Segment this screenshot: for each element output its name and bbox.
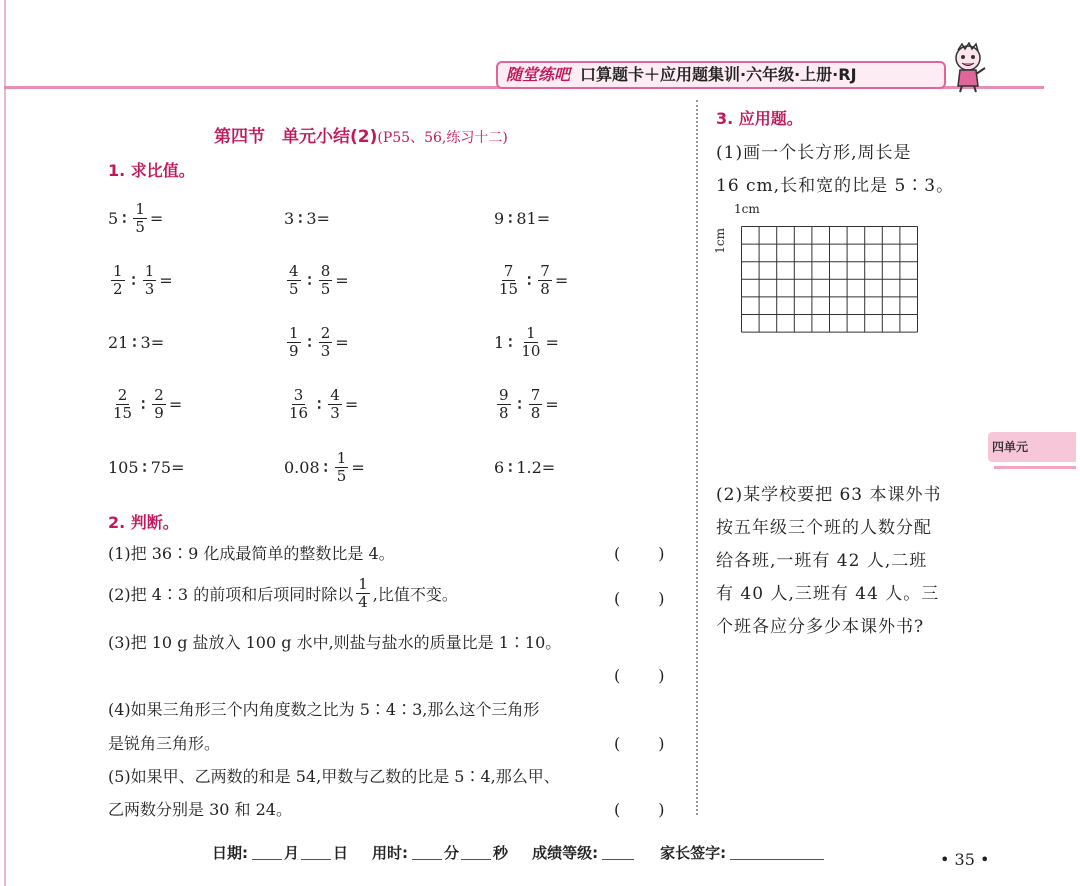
time-label: 用时:	[372, 844, 409, 862]
fraction-numerator: 2	[117, 385, 128, 404]
fraction-numerator: 9	[499, 385, 509, 404]
expr-text: 81=	[516, 208, 551, 228]
fraction	[328, 387, 342, 422]
ratio-exercise	[494, 200, 550, 236]
judge-item-5b: 乙两数分别是 30 和 24。	[108, 800, 292, 819]
fraction-denominator: 2	[113, 279, 123, 298]
q3-p2-line-2: 按五年级三个班的人数分配	[716, 518, 932, 538]
expr-text: 3	[284, 208, 295, 228]
judge-item-2-post: ,比值不变。	[372, 585, 458, 604]
parent-signature-label: 家长签字:	[660, 844, 727, 862]
expr-text: =	[344, 394, 359, 414]
fraction-denominator: 5	[289, 279, 299, 298]
judge-answer-3[interactable]: ( )	[614, 666, 667, 685]
fraction-numerator: 1	[144, 261, 155, 280]
fraction-numerator: 3	[293, 385, 304, 404]
q3-p2-line-5: 个班各应分多少本课外书?	[716, 617, 925, 637]
fraction-numerator: 8	[320, 261, 331, 280]
minute-blank[interactable]	[412, 845, 442, 860]
expr-text: 3=	[140, 332, 165, 352]
fraction	[111, 387, 134, 422]
judge-answer-1[interactable]: ( )	[614, 544, 667, 563]
ratio-exercise	[108, 324, 164, 360]
ratio-exercise	[284, 324, 349, 360]
fraction-numerator: 1	[358, 575, 368, 593]
expr-text: =	[168, 394, 183, 414]
judge-item-2-pre: (2)把 4∶3 的前项和后项同时除以	[108, 585, 354, 604]
ratio-exercise	[284, 449, 365, 485]
ratio-exercise	[494, 386, 559, 422]
fraction	[319, 263, 333, 298]
fraction-denominator: 3	[144, 279, 155, 298]
ratio-colon: ∶	[307, 332, 312, 352]
grade-blank[interactable]	[602, 845, 634, 860]
q3-p1-line-2: 16 cm,长和宽的比是 5∶3。	[716, 176, 955, 196]
expr-text: =	[554, 270, 569, 290]
ratio-exercise	[108, 262, 173, 298]
expr-text: 1.2=	[516, 457, 556, 477]
fraction-denominator: 9	[289, 341, 299, 360]
fraction-numerator: 7	[530, 385, 541, 404]
expr-text: 5	[108, 208, 119, 228]
expr-text: =	[159, 270, 173, 290]
fraction-denominator: 8	[540, 279, 550, 298]
ratio-exercise	[494, 324, 559, 360]
fraction-numerator: 4	[330, 385, 340, 404]
month-label: 月	[284, 844, 300, 862]
month-blank[interactable]	[252, 845, 282, 860]
fraction	[111, 263, 125, 298]
ratio-colon: ∶	[508, 457, 513, 477]
ratio-exercise	[284, 200, 330, 236]
section-ref: (P55、56,练习十二)	[377, 130, 508, 146]
fraction-denominator: 10	[521, 341, 541, 360]
judge-item-2	[108, 576, 458, 611]
fraction-denominator: 5	[135, 217, 145, 236]
q3-heading: 3. 应用题。	[716, 109, 803, 128]
fraction	[538, 263, 552, 298]
fraction-denominator: 16	[289, 403, 309, 422]
fraction-denominator: 5	[336, 466, 347, 485]
expr-text: 0.08	[284, 457, 320, 477]
fraction-numerator: 7	[503, 261, 514, 280]
expr-text: =	[149, 208, 164, 228]
ratio-exercise	[108, 386, 182, 422]
fraction-denominator: 9	[154, 403, 164, 422]
fraction-denominator: 5	[320, 279, 331, 298]
day-blank[interactable]	[301, 845, 331, 860]
judge-answer-4[interactable]: ( )	[614, 734, 667, 753]
fraction-numerator: 1	[135, 199, 145, 218]
expr-text: =	[545, 332, 559, 352]
ratio-exercise	[108, 200, 163, 236]
fraction	[356, 576, 370, 611]
ratio-exercise	[284, 386, 358, 422]
ratio-colon: ∶	[508, 208, 513, 228]
fraction-numerator: 4	[289, 261, 299, 280]
ratio-colon: ∶	[527, 270, 532, 290]
ratio-colon: ∶	[508, 332, 513, 352]
ratio-colon: ∶	[307, 270, 312, 290]
fraction	[287, 325, 301, 360]
fraction-denominator: 15	[113, 403, 133, 422]
date-label: 日期:	[212, 844, 248, 862]
ratio-exercise	[494, 262, 568, 298]
ratio-colon: ∶	[298, 208, 303, 228]
parent-signature-blank[interactable]	[730, 845, 824, 860]
page-number: • 35 •	[940, 850, 990, 869]
fraction-numerator: 1	[113, 261, 123, 280]
ratio-colon: ∶	[323, 457, 328, 477]
minute-label: 分	[444, 844, 460, 862]
section-title-text: 第四节 单元小结(2)	[214, 127, 378, 147]
q3-p1-line-1: (1)画一个长方形,周长是	[716, 143, 912, 163]
ratio-exercise	[284, 262, 349, 298]
ratio-exercise	[108, 449, 184, 485]
q1-heading: 1. 求比值。	[108, 161, 195, 180]
fraction	[497, 263, 520, 298]
column-divider	[696, 100, 698, 815]
ratio-colon: ∶	[131, 270, 136, 290]
unit-tab-underline	[994, 466, 1076, 469]
expr-text: =	[545, 394, 559, 414]
fraction	[287, 387, 310, 422]
expr-text: =	[335, 270, 349, 290]
fraction-numerator: 2	[154, 385, 164, 404]
ratio-colon: ∶	[317, 394, 322, 414]
fraction-denominator: 15	[499, 279, 519, 298]
judge-item-4a: (4)如果三角形三个内角度数之比为 5∶4∶3,那么这个三角形	[108, 700, 540, 719]
fraction	[335, 450, 349, 485]
q2-heading: 2. 判断。	[108, 513, 179, 532]
expr-text: 9	[494, 208, 505, 228]
fraction-numerator: 1	[336, 448, 347, 467]
q3-p2-line-3: 给各班,一班有 42 人,二班	[716, 551, 928, 571]
mascot-icon	[948, 42, 988, 94]
fraction-numerator: 2	[320, 323, 331, 342]
brand-label: 随堂练吧	[506, 65, 571, 84]
q3-p2-line-1: (2)某学校要把 63 本课外书	[716, 485, 942, 505]
fraction	[519, 325, 542, 360]
judge-answer-5[interactable]: ( )	[614, 800, 667, 819]
fraction	[152, 387, 166, 422]
expr-text: 75=	[150, 457, 185, 477]
fraction-numerator: 1	[526, 323, 536, 342]
expr-text: =	[335, 332, 349, 352]
judge-item-1-text: (1)把 36∶9 化成最简单的整数比是 4。	[108, 544, 395, 563]
ratio-colon: ∶	[517, 394, 522, 414]
fraction-denominator: 4	[358, 593, 368, 611]
book-header	[496, 61, 946, 89]
judge-item-4b: 是锐角三角形。	[108, 734, 221, 753]
judge-item-5a: (5)如果甲、乙两数的和是 54,甲数与乙数的比是 5∶4,那么甲、	[108, 767, 560, 786]
fraction-denominator: 3	[330, 403, 340, 422]
expr-text: 3=	[306, 208, 330, 228]
fraction-denominator: 3	[320, 341, 331, 360]
judge-item-1	[108, 541, 395, 564]
grid-unit-x-label: 1cm	[734, 202, 760, 216]
day-label: 日	[333, 844, 349, 862]
grade-label: 成绩等级:	[532, 844, 599, 862]
ratio-exercise	[494, 449, 555, 485]
footer-fields	[212, 842, 826, 863]
second-blank[interactable]	[461, 845, 491, 860]
judge-item-3-text: (3)把 10 g 盐放入 100 g 水中,则盐与盐水的质量比是 1∶10。	[108, 633, 562, 652]
expr-text: 105	[108, 457, 139, 477]
book-title: 口算题卡＋应用题集训·六年级·上册·RJ	[580, 65, 857, 84]
ratio-colon: ∶	[132, 332, 137, 352]
fraction	[529, 387, 543, 422]
fraction-denominator: 8	[530, 403, 541, 422]
expr-text: 21	[108, 332, 129, 352]
judge-item-3	[108, 630, 561, 653]
grid-unit-y-label: 1cm	[713, 228, 727, 254]
second-label: 秒	[493, 844, 509, 862]
unit-side-tab: 四单元	[988, 432, 1076, 462]
ratio-colon: ∶	[142, 457, 147, 477]
expr-text: 1	[494, 332, 505, 352]
judge-answer-2[interactable]: ( )	[614, 589, 667, 608]
fraction-denominator: 8	[499, 403, 509, 422]
fraction	[133, 201, 147, 236]
fraction-numerator: 7	[540, 261, 550, 280]
fraction	[287, 263, 301, 298]
fraction	[319, 325, 333, 360]
drawing-grid[interactable]	[741, 226, 920, 334]
q3-p2-line-4: 有 40 人,三班有 44 人。三	[716, 584, 940, 604]
expr-text: 6	[494, 457, 505, 477]
section-title	[214, 122, 508, 147]
ratio-colon: ∶	[141, 394, 146, 414]
expr-text: =	[351, 457, 365, 477]
ratio-colon: ∶	[122, 208, 127, 228]
fraction	[143, 263, 157, 298]
fraction-numerator: 1	[289, 323, 299, 342]
fraction	[497, 387, 511, 422]
